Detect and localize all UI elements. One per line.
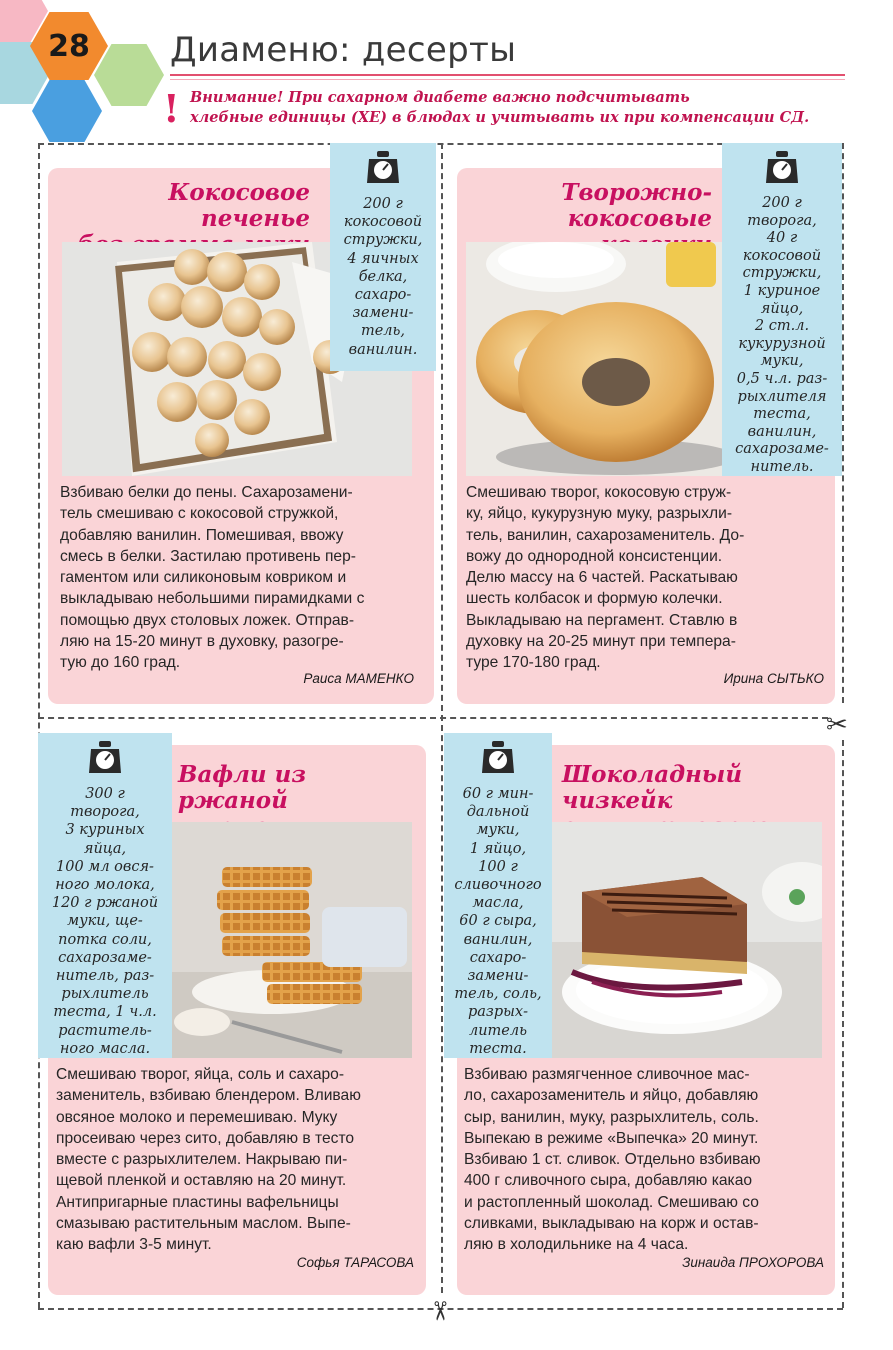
instruction-line: ку, яйцо, кукурузную муку, разрыхли- [466,505,733,523]
ingredient-line: ванилин, [463,931,533,948]
ingredient-line: рыхлителя [737,388,827,405]
instruction-line: тую до 160 град. [60,654,181,672]
ingredient-line: 200 г [762,195,802,211]
instruction-line: ляю в холодильнике на 4 часа. [464,1236,689,1254]
ingredient-line: 40 г [766,230,798,247]
instruction-line: вожу до однородной консистенции. [466,547,723,565]
instruction-line: туре 170-180 град. [466,654,601,672]
ingredient-line: сахарозаме- [735,441,829,458]
title-rule [170,74,845,76]
ingredient-line: нитель. [750,458,814,475]
instruction-line: Делю массу на 6 частей. Раскатываю [466,569,738,587]
ingredient-line: 4 яичных [347,250,419,267]
instruction-line: духовку на 20-25 минут при темпера- [466,633,736,651]
ingredient-line: масла, [472,895,524,912]
recipe-instructions [56,1064,414,1256]
cottage-cheese-rings-photo [466,242,726,476]
ingredients-list [444,785,552,1058]
ingredient-line: раститель- [58,1022,152,1039]
instruction-line: шесть колбасок и формую колечки. [466,590,723,608]
ingredient-line: 0,5 ч.л. раз- [736,370,828,387]
title-line: Творожно- [561,179,712,206]
instruction-line: помощью двух столовых ложек. Отправ- [60,611,355,629]
ingredient-line: белка, [358,268,408,285]
page-number: 28 [48,28,90,64]
recipe-author: Зинаида ПРОХОРОВА [682,1255,824,1270]
title-line: Шоколадный чизкейк [562,761,743,814]
cut-line-right-top [842,143,844,703]
recipe-instructions [466,482,824,674]
ingredient-line: замени- [352,305,414,322]
instruction-line: вместе с разрыхлителем. Накрываю пи- [56,1151,348,1169]
recipe-instructions [60,482,414,674]
title-rule-thin [170,79,845,80]
instruction-line: ляю на 15-20 минут в духовку, разогре- [60,633,344,651]
instruction-line: тель смешиваю с кокосовой стружкой, [60,505,339,523]
ingredient-line: 1 куриное [743,282,821,299]
instruction-line: добавляю ванилин. Помешивая, ввожу [60,526,344,544]
ingredient-line: дальной [466,804,530,821]
ingredients-box [330,143,436,371]
ingredient-line: рыхлитель [61,986,149,1003]
ingredients-box [722,143,842,476]
kitchen-scale-icon [763,149,801,187]
decor-hexagon-blue [32,80,102,142]
ingredient-line: ванилин, [747,423,817,440]
ingredient-line: сахаро- [469,949,527,966]
ingredient-line: яйцо, [760,300,804,317]
ingredient-line: муки, ще- [67,913,143,930]
instruction-line: каю вафли 3-5 минут. [56,1236,212,1254]
instruction-line: Выкладываю на пергамент. Ставлю в [466,611,738,629]
cut-line-left [38,143,40,1308]
ingredient-line: замени- [467,968,529,985]
rye-waffles-photo [172,822,412,1058]
ingredient-line: ного масла. [59,1040,151,1057]
ingredient-line: теста. [469,1040,527,1057]
warning-exclamation-icon: ! [163,86,180,131]
ingredient-line: теста, [753,406,811,423]
title-line: кокосовые [567,205,712,232]
kitchen-scale-icon [364,149,402,187]
recipe-author: Софья ТАРАСОВА [296,1255,414,1270]
cut-line-right-bottom [842,740,844,1308]
ingredient-line: тель, соль, [454,986,542,1003]
ingredient-line: 60 г сыра, [459,913,537,930]
cut-line-middle [38,717,828,719]
ingredient-line: 60 г мин- [462,786,534,802]
ingredient-line: стружки, [343,232,423,249]
instruction-line: смесь в белки. Застилаю противень пер- [60,547,356,565]
scissors-icon: ✂ [826,710,848,740]
section-title: Диаменю: десерты [170,30,517,70]
title-line: Вафли из ржаной [178,761,307,814]
ingredient-line: кокосовой [343,214,423,231]
ingredient-line: кукурузной [738,335,826,352]
instruction-line: 400 г сливочного сыра, добавляю какао [464,1172,753,1190]
warning-line: хлебные единицы (ХЕ) в блюдах и учитывать их при компенсации СД. [190,109,810,126]
ingredient-line: кокосовой [742,247,822,264]
ingredient-line: 3 куриных [65,822,145,839]
kitchen-scale-icon [479,739,517,777]
ingredient-line: тель, [360,323,406,340]
ingredient-line: творога, [70,804,140,821]
ingredient-line: сливочного [454,877,542,894]
instruction-line: заменитель, взбиваю блендером. Вливаю [56,1087,361,1105]
instruction-line: и растопленный шоколад. Смешиваю со [464,1193,759,1211]
ingredients-list [722,195,842,477]
warning-note [190,88,820,128]
ingredient-line: муки, [476,822,520,839]
kitchen-scale-icon [86,739,124,777]
ingredient-line: литель [468,1022,528,1039]
instruction-line: Взбиваю размягченное сливочное мас- [464,1066,750,1083]
ingredient-line: 100 мл овся- [56,858,154,875]
instruction-line: тель, ванилин, сахарозаменитель. До- [466,526,745,544]
ingredient-line: разрых- [467,1004,528,1021]
instruction-line: Антипригарные пластины вафельницы [56,1193,339,1211]
ingredient-line: ванилин. [348,341,418,358]
instruction-line: Выпекаю в режиме «Выпечка» 20 минут. [464,1129,759,1147]
ingredients-box [444,733,552,1058]
ingredient-line: теста, 1 ч.л. [53,1004,157,1021]
recipe-author: Раиса МАМЕНКО [303,671,414,686]
instruction-line: Смешиваю творог, кокосовую струж- [466,484,732,501]
ingredients-list [330,195,436,359]
instruction-line: выкладываю небольшими пирамидками с [60,590,365,608]
ingredient-line: сахаро- [354,287,412,304]
ingredients-box [38,733,172,1058]
title-line: Кокосовое печенье [168,179,310,232]
ingredient-line: потка соли, [58,931,152,948]
recipe-instructions [464,1064,826,1256]
instruction-line: гаментом или силиконовым ковриком и [60,569,347,587]
chocolate-cheesecake-photo [552,822,822,1058]
ingredient-line: муки, [760,353,804,370]
ingredient-line: 300 г [85,786,125,802]
instruction-line: просеиваю через сито, добавляю в тесто [56,1129,355,1147]
ingredient-line: творога, [747,212,817,229]
recipe-author: Ирина СЫТЬКО [723,671,824,686]
instruction-line: овсяное молоко и перемешиваю. Муку [56,1108,338,1126]
ingredient-line: 100 г [478,858,518,875]
ingredient-line: 200 г [363,196,403,212]
instruction-line: Взбиваю белки до пены. Сахарозамени- [60,484,353,501]
ingredient-line: яйца, [83,840,127,857]
instruction-line: сыр, ванилин, муку, разрыхлитель, соль. [464,1108,759,1126]
ingredient-line: сахарозаме- [58,949,152,966]
ingredient-line: 2 ст.л. [754,318,810,335]
instruction-line: ло, сахарозаменитель и яйцо, добавляю [464,1087,759,1105]
instruction-line: сливками, выкладываю на корж и остав- [464,1215,759,1233]
ingredient-line: нитель, раз- [55,968,155,985]
ingredient-line: стружки, [742,265,822,282]
ingredient-line: 120 г ржаной [51,895,159,912]
instruction-line: смазываю растительным маслом. Выпе- [56,1215,351,1233]
ingredient-line: ного молока, [55,877,155,894]
instruction-line: щевой пленкой и оставляю на 20 минут. [56,1172,347,1190]
ingredients-list [38,785,172,1058]
scissors-icon: ✂ [423,1300,454,1322]
instruction-line: Взбиваю 1 ст. сливок. Отдельно взбиваю [464,1151,761,1169]
instruction-line: Смешиваю творог, яйца, соль и сахаро- [56,1066,345,1083]
warning-line: Внимание! При сахарном диабете важно подсчитывать [190,89,690,106]
cut-line-center [441,143,443,1293]
ingredient-line: 1 яйцо, [469,840,527,857]
